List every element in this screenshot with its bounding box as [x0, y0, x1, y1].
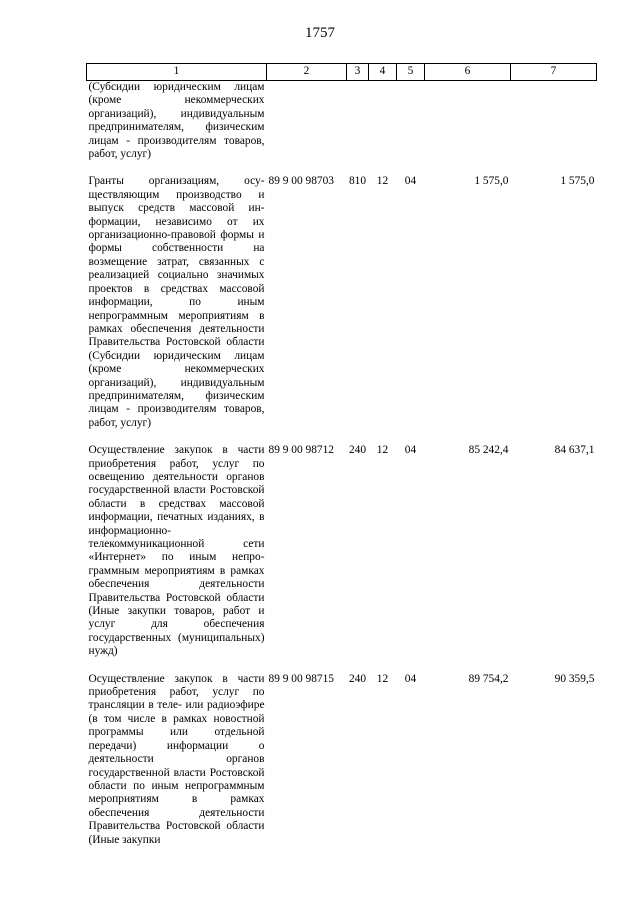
expense-type-code	[347, 81, 369, 176]
column-header: 1	[87, 64, 267, 81]
target-article-code: 89 9 00 98712	[268, 444, 334, 457]
row-description: Осуществление закупок в части приобретения работ, услуг по освещению деятельности органов государственной власти Ростовской области в средствах массовой информации, печатных изданиях, в информационно-телекоммуникационной сети «Интернет» по иным непрограммным мероприятиям в рамках обеспечения деятельности Правительства Ростовской области (Иные закупки товаров, работ и услуг для обеспечения государственных (муниципальных) нужд)	[88, 444, 265, 658]
section-code: 12	[376, 672, 389, 685]
subsection-code: 04	[404, 672, 417, 685]
section-code: 12	[376, 175, 389, 188]
amount-col6: 1 575,0	[474, 175, 509, 188]
amount-col6: 89 754,2	[468, 672, 509, 685]
table-row	[87, 175, 597, 444]
column-header: 6	[425, 64, 511, 81]
row-description: Гранты организациям, осуществляющим производство и выпуск средств массовой информации, независимо от их организационно-правовой формы и формы собственности на возмещение затрат, связанных с реализацией социально значимых проектов в средствах массовой информации, по иным непрограммным мероприятиям в рамках обеспечения деятельности Правительства Ростовской области (Субсидии юридическим лицам (кроме некоммерческих организаций), индивидуальным предпринимателям, физическим лицам - производителям товаров, работ, услуг)	[88, 175, 265, 429]
amount-col7: 1 575,0	[560, 175, 595, 188]
subsection-code: 04	[404, 175, 417, 188]
header-row	[87, 64, 597, 81]
row-description: (Субсидии юридическим лицам (кроме некоммерческих организаций), индивидуальным предпринимателям, физическим лицам - производителям товаров, работ, услуг)	[88, 81, 265, 161]
column-header: 2	[267, 64, 347, 81]
budget-table	[86, 63, 597, 847]
target-article-code: 89 9 00 98715	[268, 672, 334, 685]
target-article-code	[267, 81, 347, 176]
section-code: 12	[376, 444, 389, 457]
amount-col7: 90 359,5	[554, 672, 595, 685]
amount-col7: 84 637,1	[554, 444, 595, 457]
column-header: 5	[397, 64, 425, 81]
column-header: 7	[511, 64, 597, 81]
amount-col6: 85 242,4	[468, 444, 509, 457]
subsection-code: 04	[404, 444, 417, 457]
target-article-code: 89 9 00 98703	[268, 175, 334, 188]
section-code	[369, 81, 397, 176]
page-number: 1757	[305, 25, 335, 41]
column-header: 4	[369, 64, 397, 81]
table-row	[87, 444, 597, 673]
table-row	[87, 81, 597, 176]
column-header: 3	[347, 64, 369, 81]
subsection-code	[397, 81, 425, 176]
expense-type-code: 240	[348, 672, 367, 685]
expense-type-code: 810	[348, 175, 367, 188]
row-description: Осуществление закупок в части приобретения работ, услуг по трансляции в теле- или радиоэфире (в том числе в рамках новостной программы или отдельной передачи) информации о деятельности органов государственной власти Ростовской области по иным непрограммным мероприятиям в рамках обеспечения деятельности Правительства Ростовской области (Иные закупки	[88, 672, 265, 846]
amount-col6	[425, 81, 511, 176]
amount-col7	[511, 81, 597, 176]
table-row	[87, 673, 597, 847]
expense-type-code: 240	[348, 444, 367, 457]
